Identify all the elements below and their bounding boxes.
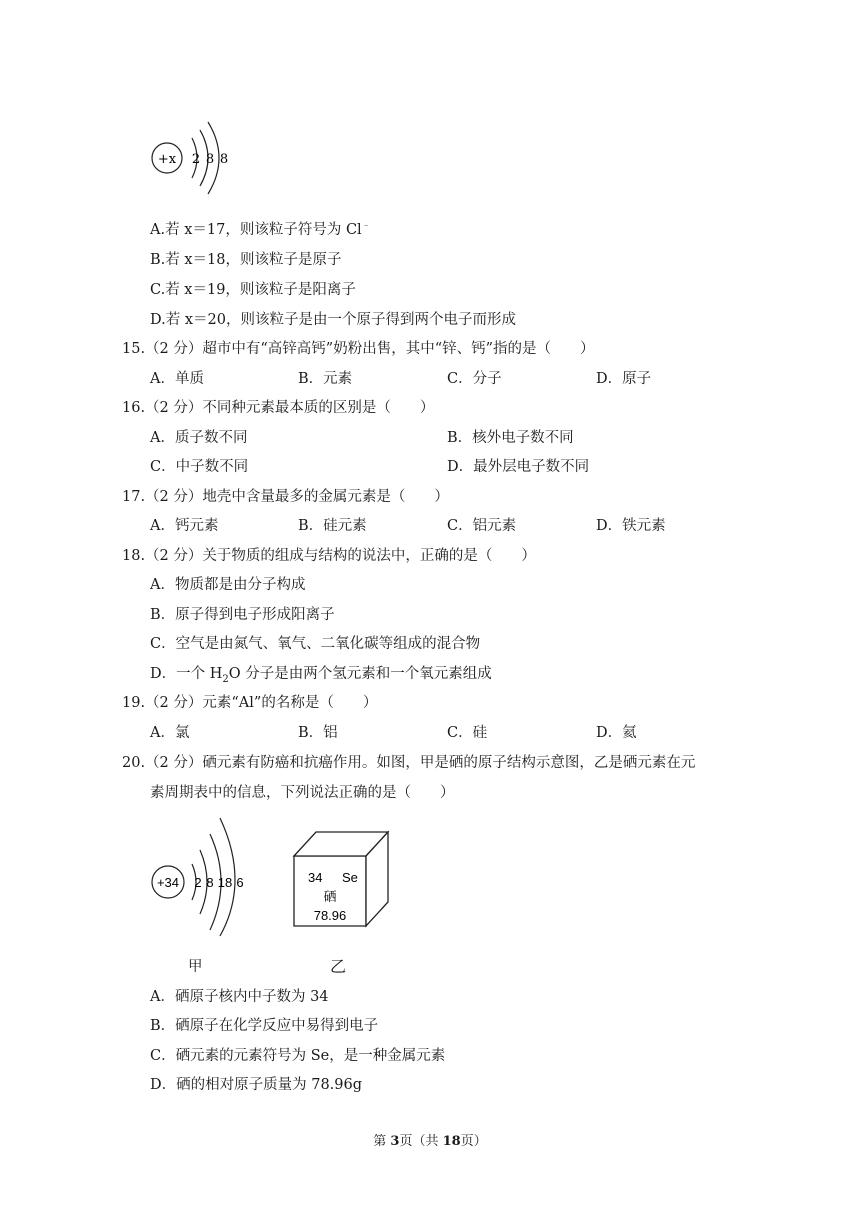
q17-stem: 17.（2 分）地壳中含量最多的金属元素是（ ） — [122, 489, 449, 505]
q17-option-a: A．钙元素 — [150, 518, 219, 534]
q15-option-b: B．元素 — [298, 371, 353, 387]
q19-option-b: B．铝 — [298, 725, 338, 741]
q16-option-c: C．中子数不同 — [150, 459, 249, 475]
label-yi: 乙 — [330, 957, 347, 976]
q19-option-d: D．氦 — [596, 725, 637, 741]
page-footer: 第 3页（共 18页） — [373, 1134, 487, 1149]
q15-option-a: A．单质 — [150, 371, 204, 387]
q15-stem: 15.（2 分）超市中有“高锌高钙”奶粉出售，其中“锌、钙”指的是（ ） — [122, 341, 595, 357]
cell-element-name: 硒 — [323, 890, 337, 905]
q18-option-d: D．一个 $H_2O$ 分子是由两个氢元素和一个氧元素组成 — [150, 666, 492, 685]
label-jia: 甲 — [188, 959, 203, 975]
q20-option-c: C．硒元素的元素符号为 Se，是一种金属元素 — [150, 1048, 446, 1064]
se-shell-count-2: 8 — [206, 875, 214, 890]
q18-stem: 18.（2 分）关于物质的组成与结构的说法中，正确的是（ ） — [122, 548, 536, 564]
nucleus-label: +x — [157, 152, 177, 167]
q18-option-c: C．空气是由氮气、氧气、二氧化碳等组成的混合物 — [150, 636, 481, 652]
q18-option-b: B．原子得到电子形成阳离子 — [150, 607, 335, 623]
q19-stem: 19.（2 分）元素“Al”的名称是（ ） — [122, 695, 378, 711]
atom-structure-diagram-x — [140, 118, 240, 208]
q15-option-d: D．原子 — [596, 371, 652, 387]
q20-option-d: D．硒的相对原子质量为 78.96g — [150, 1077, 363, 1093]
q16-stem: 16.（2 分）不同种元素最本质的区别是（ ） — [122, 400, 435, 416]
selenium-atom-diagram — [140, 812, 260, 937]
q18-option-a: A．物质都是由分子构成 — [150, 577, 306, 593]
q16-option-d: D．最外层电子数不同 — [447, 459, 590, 475]
se-nucleus-label: +34 — [156, 875, 180, 890]
cell-atomic-number: 34 — [308, 870, 323, 885]
q14-option-c: C.若 x＝19，则该粒子是阳离子 — [150, 282, 356, 298]
q20-option-a: A．硒原子核内中子数为 34 — [150, 989, 329, 1005]
q20-option-b: B．硒原子在化学反应中易得到电子 — [150, 1018, 379, 1034]
q17-option-d: D．铁元素 — [596, 518, 666, 534]
q19-option-c: C．硅 — [447, 725, 488, 741]
q20-stem-line-2: 素周期表中的信息，下列说法正确的是（ ） — [150, 785, 455, 801]
q14-option-b: B.若 x＝18，则该粒子是原子 — [150, 252, 342, 268]
se-shell-count-3: 18 — [217, 875, 233, 890]
q16-option-b: B．核外电子数不同 — [447, 430, 574, 446]
q17-option-b: B．硅元素 — [298, 518, 367, 534]
q20-stem-line-1: 20.（2 分）硒元素有防癌和抗癌作用。如图，甲是硒的原子结构示意图，乙是硒元素在元 — [122, 755, 696, 771]
q14-option-a: A.若 x＝17，则该粒子符号为 Cl﹣ — [150, 221, 371, 238]
se-shell-count-4: 6 — [236, 875, 244, 890]
q15-option-c: C．分子 — [447, 371, 502, 387]
q14-option-d: D.若 x＝20，则该粒子是由一个原子得到两个电子而形成 — [150, 312, 516, 328]
total-page-count: 18 — [442, 1134, 461, 1149]
q17-option-c: C．铝元素 — [447, 518, 517, 534]
periodic-table-cell-cube — [290, 828, 390, 928]
q16-option-a: A．质子数不同 — [150, 430, 248, 446]
current-page-number: 3 — [390, 1134, 400, 1149]
se-shell-count-1: 2 — [194, 875, 202, 890]
shell-count-2: 8 — [205, 152, 215, 167]
shell-count-1: 2 — [191, 152, 201, 167]
cell-atomic-mass: 78.96 — [313, 908, 347, 923]
cell-element-symbol: Se — [342, 870, 358, 885]
shell-count-3: 8 — [219, 152, 229, 167]
q19-option-a: A．氯 — [150, 725, 190, 741]
